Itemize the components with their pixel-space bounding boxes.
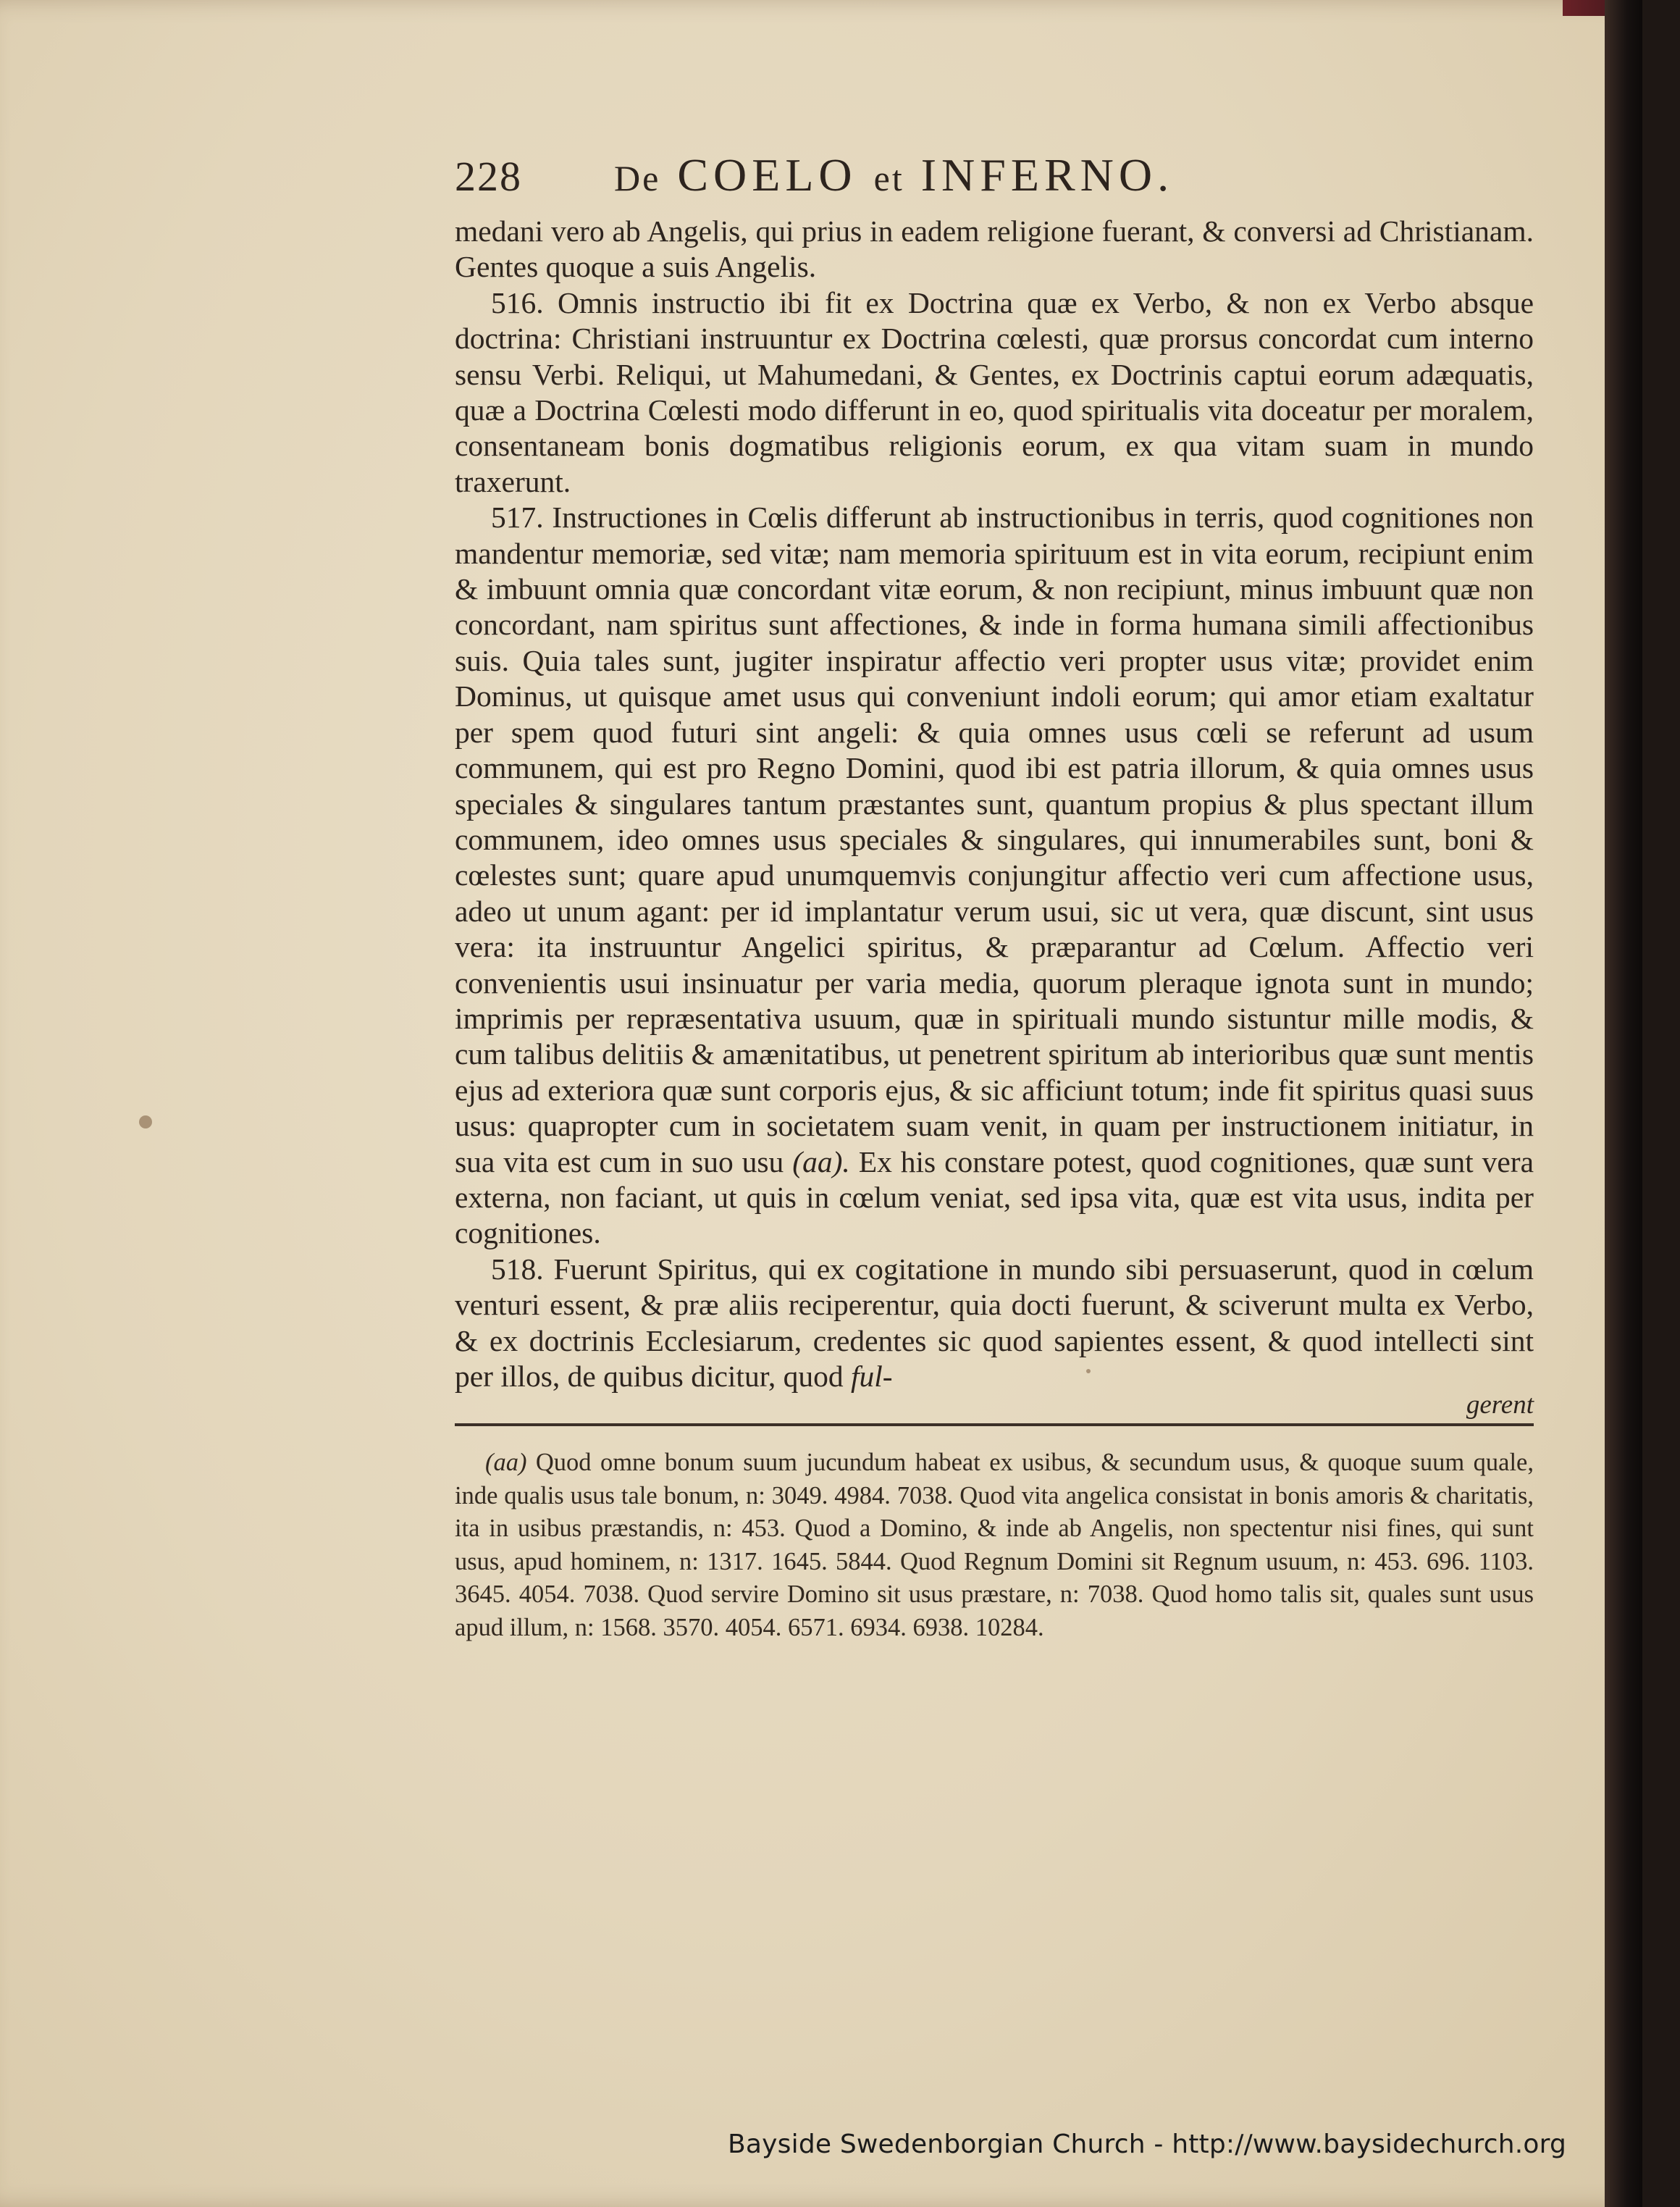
title-word-inferno: INFERNO. bbox=[920, 149, 1175, 201]
paragraph-continued: medani vero ab Angelis, qui prius in eadem religione fuerant, & conversi ad Christianam. Gentes quoque a suis Angelis. bbox=[455, 214, 1534, 284]
book-gutter bbox=[1605, 0, 1642, 2207]
paragraph-517 bbox=[455, 500, 1534, 1252]
footnote-rule bbox=[455, 1423, 1534, 1426]
footnote-marker: (aa) bbox=[485, 1449, 527, 1477]
paragraph-518 bbox=[455, 1252, 1534, 1395]
paper-stain bbox=[139, 1115, 152, 1128]
footnote-text: Quod omne bonum suum jucundum habeat ex usibus, & secundum usus, & quoque suum quale, inde qualis usus tale bonum, n: 3049. 4984. 7038. Quod vita angelica consistat in bonis amoris & charitatis, ita in usibus præstandis, n: 453. Quod a Domino, & inde ab Angelis, non spectentur nisi fines, qui sunt usus, apud hominem, n: 1317. 1645. 5844. Quod Regnum Domini sit Regnum usuum, n: 453. 696. 1103. 3645. 4054. 7038. Quod servire Domino sit usus præstare, n: 7038. Quod homo talis sit, quales sunt usus apud illum, n: 1568. 3570. 4054. 6571. 6934. 6938. 10284. bbox=[455, 1449, 1534, 1641]
body-text bbox=[455, 214, 1534, 1394]
watermark-caption: Bayside Swedenborgian Church - http://www.baysidechurch.org bbox=[728, 2129, 1567, 2159]
title-word-de: De bbox=[614, 158, 661, 198]
paragraph-516: 516. Omnis instructio ibi fit ex Doctrina quæ ex Verbo, & non ex Verbo absque doctrina: Christiani instruuntur ex Doctrina cœlesti, quæ prorsus concordat cum interno sensu Verbi. Reliqui, ut Mahumedani, & Gentes, ex Doctrinis captui eorum adæquatis, quæ a Doctrina Cœlesti modo differunt in eo, quod spiritualis vita doceatur per moralem, consentaneam bonis dogmatibus religionis eorum, ex qua vitam suam in mundo traxerunt. bbox=[455, 285, 1534, 498]
paragraph-518-italic: ful- bbox=[851, 1360, 893, 1393]
footnote bbox=[455, 1446, 1534, 1644]
title-word-et: et bbox=[873, 158, 904, 198]
paragraph-517-end: Ex his constare potest, quod cognitiones, quæ sunt vera externa, non faciant, ut quis in cœlum veniat, sed ipsa vita, quæ est vita usus, indita per cognitiones. bbox=[455, 1144, 1534, 1250]
paragraph-518-text: 518. Fuerunt Spiritus, qui ex cogitatione in mundo sibi persuaserunt, quod in cœlum venturi essent, & præ aliis reciperentur, quia docti fuerunt, & sciverunt multa ex Verbo, & ex doctrinis Ecclesiarum, credentes sic quod sapientes essent, & quod intellecti sint per illos, de quibus dicitur, quod bbox=[455, 1252, 1534, 1393]
text-block bbox=[455, 148, 1534, 1644]
catchword: gerent bbox=[1466, 1390, 1534, 1420]
running-title bbox=[614, 148, 1174, 202]
running-head bbox=[455, 148, 1534, 214]
title-word-coelo: COELO bbox=[677, 149, 857, 201]
page-number: 228 bbox=[455, 153, 522, 200]
paragraph-517-text: 517. Instructiones in Cœlis differunt ab instructionibus in terris, quod cognitiones non mandentur memoriæ, sed vitæ; nam memoria spirituum est in vita eorum, recipiunt enim & imbuunt omnia quæ concordant vitæ eorum, & non recipiunt, minus imbuunt quæ non concordant, nam spiritus sunt affectiones, & inde in forma humana simili affectionibus suis. Quia tales sunt, jugiter inspiratur affectio veri propter usus vitæ; providet enim Dominus, ut quisque amet usus qui conveniunt indoli eorum; qui amor etiam exaltatur per spem quod futuri sint angeli: & quia omnes usus cœli se referunt ad usum communem, qui est pro Regno Domini, quod ibi est patria illorum, & quia omnes usus speciales & singulares tantum præstantes sunt, quantum propius & plus spectant illum communem, ideo omnes usus speciales & singulares, qui innumerabiles sunt, boni & cœlestes sunt; quare apud unumquemvis conjungitur affectio veri cum affectione usus, adeo ut unum agant: per id implantatur verum usui, sic ut vera, quæ discunt, sint usus vera: ita instruuntur Angelici spiritus, & præparantur ad Cœlum. Affectio veri convenientis usui insinuatur per varia media, quorum pleraque ignota sunt in mundo; imprimis per repræsentativa usuum, quæ in spirituali mundo sistuntur mille modis, & cum talibus delitiis & amænitatibus, ut penetrent spiritum ab interioribus quæ sunt mentis ejus ad exteriora quæ sunt corporis ejus, & sic afficiunt totum; inde fit spiritus quasi suus usus: quapropter cum in societatem suam venit, in quam per instructionem initiatur, in sua vita est cum in suo usu bbox=[455, 501, 1534, 1178]
footnote-reference: (aa). bbox=[792, 1144, 850, 1178]
